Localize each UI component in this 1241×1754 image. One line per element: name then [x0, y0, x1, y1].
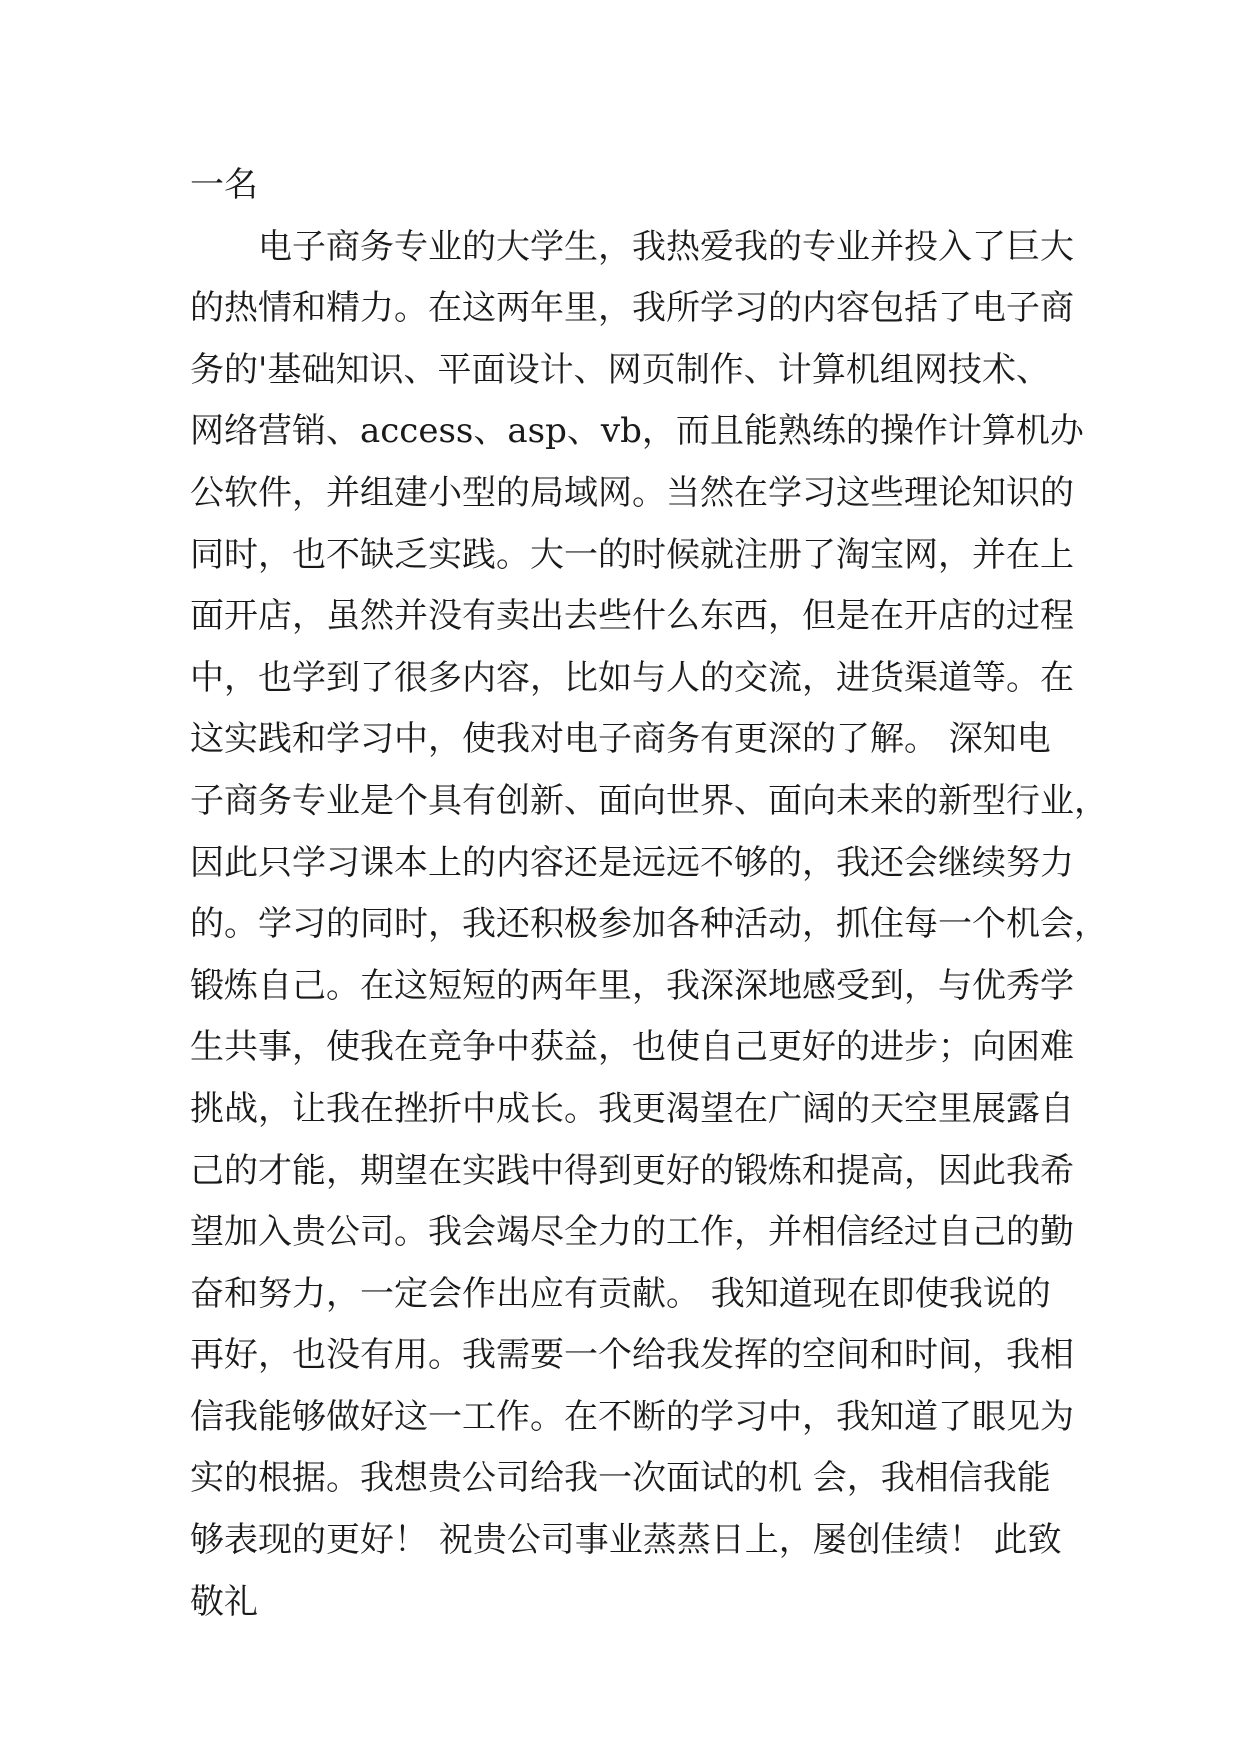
text-line: 信我能够做好这一工作。在不断的学习中，我知道了眼见为: [190, 1396, 1074, 1437]
text-line: 奋和努力，一定会作出应有贡献。 我知道现在即使我说的: [190, 1273, 1051, 1314]
text-line: 这实践和学习中，使我对电子商务有更深的了解。 深知电: [190, 719, 1051, 760]
text-line: 子商务专业是个具有创新、面向世界、面向未来的新型行业，: [190, 780, 1108, 821]
text-line: 敬礼: [190, 1581, 258, 1622]
text-line: 电子商务专业的大学生，我热爱我的专业并投入了巨大: [258, 226, 1074, 267]
text-line: 挑战，让我在挫折中成长。我更渴望在广阔的天空里展露自: [190, 1088, 1074, 1129]
text-line: 实的根据。我想贵公司给我一次面试的机 会，我相信我能: [190, 1458, 1051, 1499]
text-line: 己的才能，期望在实践中得到更好的锻炼和提高，因此我希: [190, 1150, 1074, 1191]
text-line: 锻炼自己。在这短短的两年里，我深深地感受到，与优秀学: [190, 965, 1074, 1006]
text-line: 中，也学到了很多内容，比如与人的交流，进货渠道等。在: [190, 657, 1074, 698]
text-line: 一名: [190, 165, 258, 205]
text-line: 面开店，虽然并没有卖出去些什么东西，但是在开店的过程: [190, 596, 1074, 637]
text-line: 同时，也不缺乏实践。大一的时候就注册了淘宝网，并在上: [190, 534, 1074, 575]
text-line: 公软件，并组建小型的局域网。当然在学习这些理论知识的: [190, 472, 1074, 513]
text-line: 务的'基础知识、平面设计、网页制作、计算机组网技术、: [190, 349, 1050, 390]
text-line: 的热情和精力。在这两年里，我所学习的内容包括了电子商: [190, 288, 1074, 329]
text-line: 网络营销、access、asp、vb，而且能熟练的操作计算机办: [190, 411, 1084, 452]
text-line: 生共事，使我在竞争中获益，也使自己更好的进步；向困难: [190, 1027, 1074, 1068]
text-line: 再好，也没有用。我需要一个给我发挥的空间和时间，我相: [190, 1335, 1074, 1376]
text-line: 望加入贵公司。我会竭尽全力的工作，并相信经过自己的勤: [190, 1212, 1074, 1253]
text-line: 因此只学习课本上的内容还是远远不够的，我还会继续努力: [190, 842, 1074, 883]
letter-body: [190, 155, 1108, 1633]
text-line: 的。学习的同时，我还积极参加各种活动，抓住每一个机会，: [190, 904, 1108, 945]
text-line: 够表现的更好！ 祝贵公司事业蒸蒸日上，屡创佳绩！ 此致: [190, 1520, 1062, 1561]
